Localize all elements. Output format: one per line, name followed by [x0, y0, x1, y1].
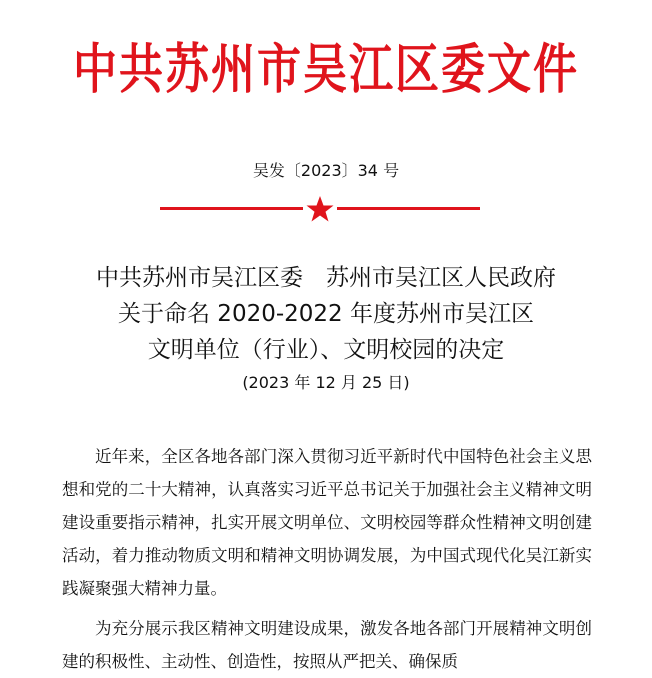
title-line-3: 文明单位（行业）、文明校园的决定	[147, 337, 505, 363]
body-paragraph-2: 为充分展示我区精神文明建设成果，激发各地各部门开展精神文明创建的积极性、主动性、创造性，按照从严把关、确保质	[62, 619, 592, 671]
red-divider	[160, 196, 480, 222]
document-masthead: 中共苏州市吴江区委文件	[73, 38, 579, 102]
title-line-2: 关于命名 2020-2022 年度苏州市吴江区	[118, 301, 534, 327]
title-line-1: 中共苏州市吴江区委 苏州市吴江区人民政府	[96, 265, 556, 291]
document-number: 吴发〔2023〕34 号	[252, 161, 400, 180]
red-star-icon	[306, 195, 334, 223]
divider-line-right	[337, 207, 480, 210]
document-date: (2023 年 12 月 25 日)	[242, 373, 410, 392]
divider-line-left	[160, 207, 303, 210]
body-paragraph-1: 近年来，全区各地各部门深入贯彻习近平新时代中国特色社会主义思想和党的二十大精神，认真落实习近平总书记关于加强社会主义精神文明建设重要指示精神，扎实开展文明单位、文明校园等群众性精神文明创建活动，着力推动物质文明和精神文明协调发展，为中国式现代化吴江新实践凝聚强大精神力量。	[62, 447, 592, 598]
